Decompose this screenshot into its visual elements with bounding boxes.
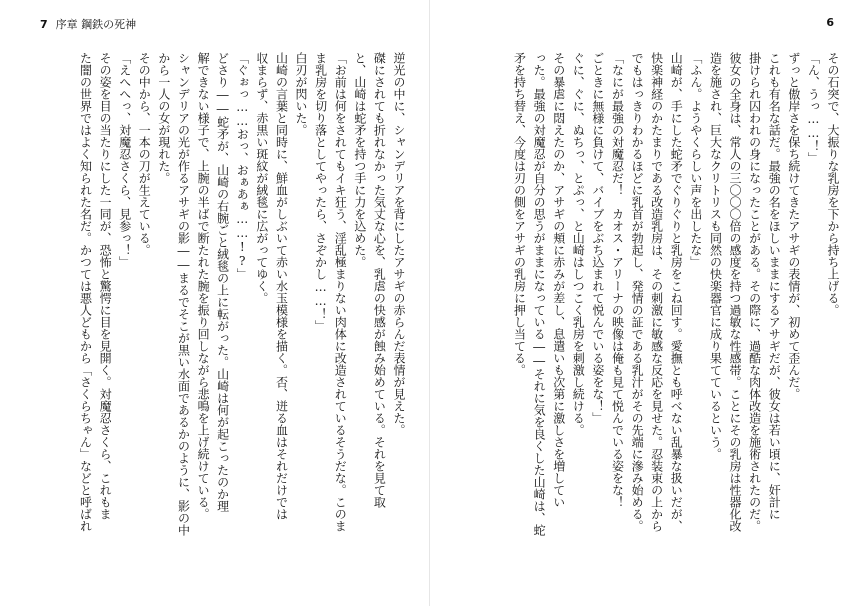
text-line: その中から、一本の刀が生えている。 (137, 52, 152, 256)
text-line: 磔にされても折れなかった気丈な心を、乳虐の快感が蝕み始めている。それを見て取 (372, 52, 387, 508)
text-line: 「ふん。ようやくらしい声を出したな」 (688, 52, 703, 268)
left-page-header (40, 16, 136, 32)
running-title: 序章 鋼鉄の死神 (55, 18, 137, 31)
text-line: 逆光の中に、シャンデリアを背にしたアサギの赤らんだ表情が見えた。 (392, 52, 406, 436)
text-line: 白刃が閃いた。 (294, 52, 309, 136)
text-line: 収まらず、赤黒い斑紋が絨毯に広がってゆく。 (254, 52, 269, 304)
text-line: どさり――蛇矛が、山崎の右腕ごと絨毯の上に転がった。山崎は何が起こったのか理 (215, 52, 230, 512)
text-line: これも有名な話だ。最強の名をほしいままにするアサギだが、彼女は若い頃に、奸計に (767, 52, 782, 520)
text-line: 解できない様子で、上腕の半ばで断たれた腕を振り回しながら悲鳴を上げ続けている。 (196, 52, 211, 520)
right-page-header (826, 16, 834, 29)
right-page-number: 6 (826, 16, 834, 29)
text-line: 造を施され、巨大なクリトリスも同然の快楽器官に成り果てているという。 (708, 52, 723, 460)
text-line: シャンデリアの光が作るアサギの影――まるでそこが黒い水面であるかのように、影の中 (176, 52, 191, 536)
text-line: 「なにが最強の対魔忍だ！ カオス・アリーナの映像は俺も見て悦んでいる姿をな！ (610, 52, 625, 508)
right-page-body (452, 52, 842, 592)
text-line: った。最強の対魔忍が自分の思うがままになっている――それに気を良くした山崎は、蛇 (532, 52, 547, 536)
text-line: 彼女の全身は、常人の三〇〇〇倍の感度を持つ過敏な性感帯。ことにその乳房は性器化改 (728, 52, 743, 532)
text-line: から一人の女が現れた。 (156, 52, 171, 184)
text-line: た闇の世界ではよく知られた名だ。かつては悪人どもから「さくらちゃん」などと呼ばれ (78, 52, 93, 532)
text-line: ずっと傲岸さを保ち続けてきたアサギの表情が、初めて歪んだ。 (786, 52, 801, 400)
text-line: 山崎が、手にした蛇矛でぐりぐりと乳房をこね回す。愛撫とも呼べない乱暴な扱いだが、 (669, 52, 684, 532)
text-line: 「えへへっ、対魔忍さくら、見参っ！」 (117, 52, 132, 268)
text-line: その暴虐に悶えたのか、アサギの頬に赤みが差し、息遣いも次第に激しさを増してい (551, 52, 566, 508)
text-line: と、山崎は蛇矛を持つ手に力を込めた。 (352, 52, 367, 268)
text-line: 「ん、うっ……！」 (806, 52, 821, 164)
text-line: その石突で、大振りな乳房を下から持ち上げる。 (826, 52, 840, 316)
text-line: ごときに無様に負けて、バイブをぶち込まれて悦んでいる姿をな！」 (590, 52, 605, 424)
text-line: ぐに、ぐに、ぬちっ、とぷっ、と山崎はしつこく乳房を刺激し続ける。 (571, 52, 586, 436)
text-line: 「ぐぉっ……おっ、おぁあぁ……!?」 (235, 52, 250, 280)
text-line: 矛を持ち替え、今度は刃の側をアサギの乳房に押し当てる。 (512, 52, 527, 376)
left-page-body (8, 52, 408, 592)
text-line: ま乳房を切り落としてやったら、さぞかし……！」 (313, 52, 328, 332)
right-page (430, 0, 860, 606)
text-line: 山崎の言葉と同時に、鮮血がしぶいて赤い水玉模様を描く。否、迸る血はそれだけでは (274, 52, 289, 520)
left-page-number: 7 (40, 18, 48, 31)
text-line: 掛けられ囚われの身になったことがある。その際に、過酷な肉体改造を施術されたのだ。 (747, 52, 762, 532)
text-line: その姿を目の当たりにした一同が、恐怖と驚愕に目を見開く。対魔忍さくら、これもま (98, 52, 113, 520)
text-line: 「お前は何をされてもイキ狂う、淫乱極まりない肉体に改造されているそうだな。このま (333, 52, 348, 532)
text-line: 快楽神経のかたまりである改造乳房は、その刺激に敏感な反応を見せた。忍装束の上から (649, 52, 664, 532)
text-line: でもはっきりわかるほどに乳首が勃起し、発情の証である乳汁がその先端に滲み始める。 (630, 52, 645, 532)
